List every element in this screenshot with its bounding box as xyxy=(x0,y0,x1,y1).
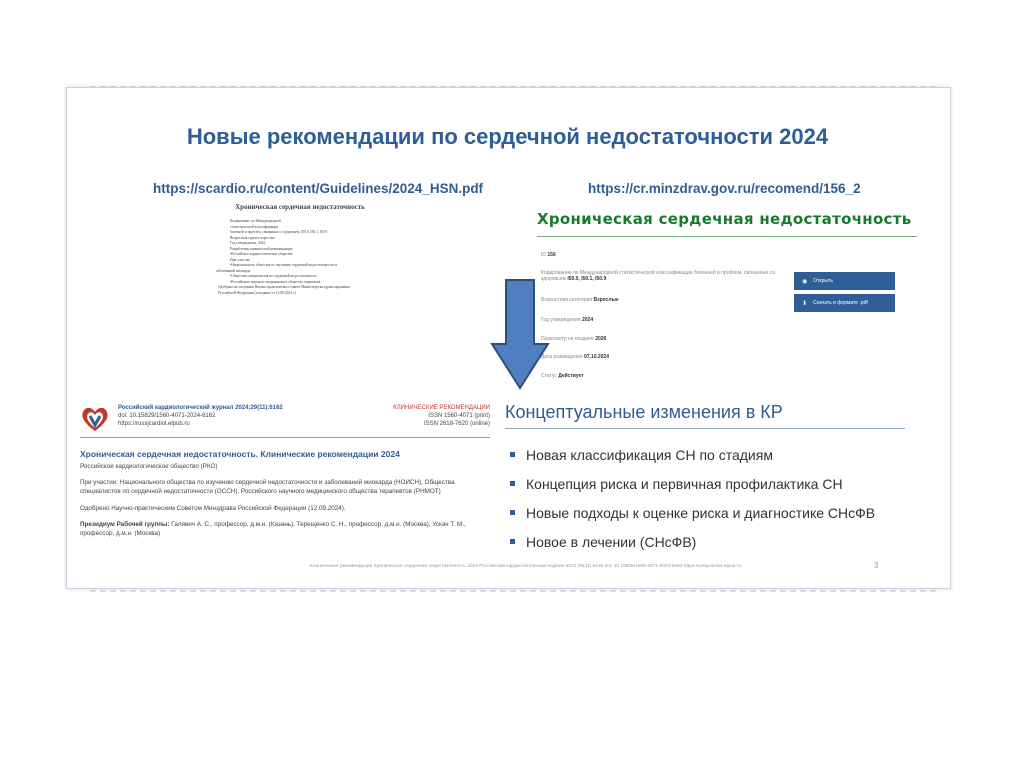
rk-review-value: 2026 xyxy=(595,336,607,342)
journal-divider xyxy=(80,437,490,438)
rk-date xyxy=(541,354,609,360)
rk-review xyxy=(541,336,606,342)
doc-line: болезней и проблем, связанных со здоровьем: I50.0, I50.1, I50.9 xyxy=(230,230,328,234)
journal-issn-block xyxy=(393,404,490,428)
bullet-icon xyxy=(510,510,515,515)
journal-url[interactable]: https://russjcardiol.elpub.ru xyxy=(118,421,190,427)
rk-age xyxy=(541,297,619,303)
doc-line: Возрастная группа: взрослые xyxy=(230,235,275,240)
doc-line: •Российского научного медицинского общества терапевтов xyxy=(230,279,321,284)
list-item-text: Новая классификация СН по стадиям xyxy=(526,446,773,463)
issn-online: ISSN 2618-7620 (online) xyxy=(423,421,490,427)
doc-line: статистической классификации xyxy=(230,224,279,229)
list-item-text: Концепция риска и первичная профилактика СН xyxy=(526,475,843,492)
list-item-text: Новые подходы к оценке риска и диагностике СНсФВ xyxy=(526,504,876,521)
heart-logo-icon xyxy=(80,404,110,434)
issn-print: ISSN 1560-4071 (print) xyxy=(428,413,490,419)
list-item xyxy=(510,498,875,527)
rk-review-label: Пересмотр не позднее xyxy=(541,336,594,342)
doc-line: •Общества специалистов по сердечной недостаточности xyxy=(230,274,317,278)
page-number: 3 xyxy=(874,561,879,570)
doc-title: Хроническая сердечная недостаточность xyxy=(235,203,365,211)
rubric-label: КЛИНИЧЕСКИЕ РЕКОМЕНДАЦИИ xyxy=(393,405,490,411)
list-item xyxy=(510,440,875,469)
slide-footer: Клинические рекомендации Хроническая сердечная недостаточность 2024 Российский кардиологический журнал 2024;29(11):6162 doi: 10.15829/1560-4071-2024-6162 https://russjcardiol.elpub.ru xyxy=(310,564,742,569)
rk-page-title: Хроническая сердечная недостаточность xyxy=(537,210,912,228)
link-minzdrav[interactable]: https://cr.minzdrav.gov.ru/recomend/156_2 xyxy=(588,181,861,196)
article-presidium xyxy=(80,521,490,538)
rk-status-label: Статус xyxy=(541,373,557,379)
rk-year-label: Год утверждения xyxy=(541,317,581,323)
presidium-members: Галявич А. С., профессор, д.м.н. (Казань), Терещенко С. Н., профессор, д.м.н. (Москва), Ускач Т. М., профессор, д.м.н. (Москва) xyxy=(80,521,466,537)
slide-title: Новые рекомендации по сердечной недостаточности 2024 xyxy=(186,124,829,149)
concepts-heading: Концептуальные изменения в КР xyxy=(505,402,783,422)
down-arrow-icon xyxy=(490,278,550,390)
doc-line: Российской Федерации (заседание от 12.09.2024 г.) xyxy=(218,290,297,295)
eye-icon: ◉ xyxy=(802,278,808,285)
doc-line: заболеваний миокарда xyxy=(216,268,251,273)
doc-line: Одобрено на заседании Научно-практического совета Министерства здравоохранения xyxy=(218,285,350,289)
download-button-label: Скачать в формате .pdf xyxy=(813,300,868,306)
rk-coding-value: I50.0, I50.1, I50.9 xyxy=(567,276,607,282)
journal-name-line: Российский кардиологический журнал 2024;29(11):6162 xyxy=(118,405,283,411)
list-item-text: Новое в лечении (СНсФВ) xyxy=(526,533,697,550)
link-scardio[interactable]: https://scardio.ru/content/Guidelines/2024_HSN.pdf xyxy=(153,181,484,196)
download-icon: ⬇ xyxy=(802,300,808,307)
rk-id-value: 156 xyxy=(547,252,556,258)
list-item xyxy=(510,469,875,498)
rk-status-value: Действует xyxy=(558,373,584,379)
rk-title-rule xyxy=(537,236,917,237)
doc-line: •Российское кардиологическое общество xyxy=(230,252,293,256)
rk-coding-label: Кодирование по Международной статистической классификации болезней и проблем, связанных со здоровьем xyxy=(541,270,776,282)
concepts-rule xyxy=(505,428,905,429)
rk-id-label: ID xyxy=(541,252,546,258)
doc-line: •Национального общества по изучению сердечной недостаточности и xyxy=(230,263,338,267)
article-title: Хроническая сердечная недостаточность. Клинические рекомендации 2024 xyxy=(80,449,400,459)
bullet-icon xyxy=(510,539,515,544)
journal-name xyxy=(118,404,283,428)
article-approved: Одобрено Научно-практическим Советом Минздрава Российской Федерации (12.09.2024). xyxy=(80,505,346,512)
doc-line: Разработчик клинической рекомендации: xyxy=(230,246,294,251)
article-society: Российское кардиологическое общество (РКО) xyxy=(80,463,218,470)
rk-year-value: 2024 xyxy=(582,317,594,323)
rk-id xyxy=(541,252,556,258)
rk-date-label: Дата размещения xyxy=(541,354,583,360)
doc-line: Год утверждения: 2024 xyxy=(230,241,266,245)
article-participants: При участии: Национального общества по изучению сердечной недостаточности и заболеваний миокарда (НОИСН), Общества специалистов по сердечной недостаточности (ОССН), Российского научного медицинского общества терапевтов (РНМОТ) xyxy=(80,479,455,495)
open-button-label: Открыть xyxy=(813,278,833,284)
doc-line: Кодирование по Международной xyxy=(230,219,281,223)
rk-age-value: Взрослые xyxy=(593,297,619,303)
doc-line: При участии: xyxy=(230,257,251,262)
open-button[interactable] xyxy=(794,272,895,290)
guideline-document-thumbnail xyxy=(216,203,384,373)
rk-age-label: Возрастная категория xyxy=(541,297,593,303)
concepts-list xyxy=(510,440,875,556)
rk-date-value: 07.10.2024 xyxy=(583,354,609,360)
bullet-icon xyxy=(510,481,515,486)
download-pdf-button[interactable] xyxy=(794,294,895,312)
bullet-icon xyxy=(510,452,515,457)
presidium-label: Президиум Рабочей группы: xyxy=(80,521,170,528)
slide-bottom-dashes xyxy=(90,590,940,592)
journal-doi: doi: 10.15829/1560-4071-2024-6162 xyxy=(118,413,216,419)
list-item xyxy=(510,527,875,556)
rk-coding xyxy=(541,270,776,282)
